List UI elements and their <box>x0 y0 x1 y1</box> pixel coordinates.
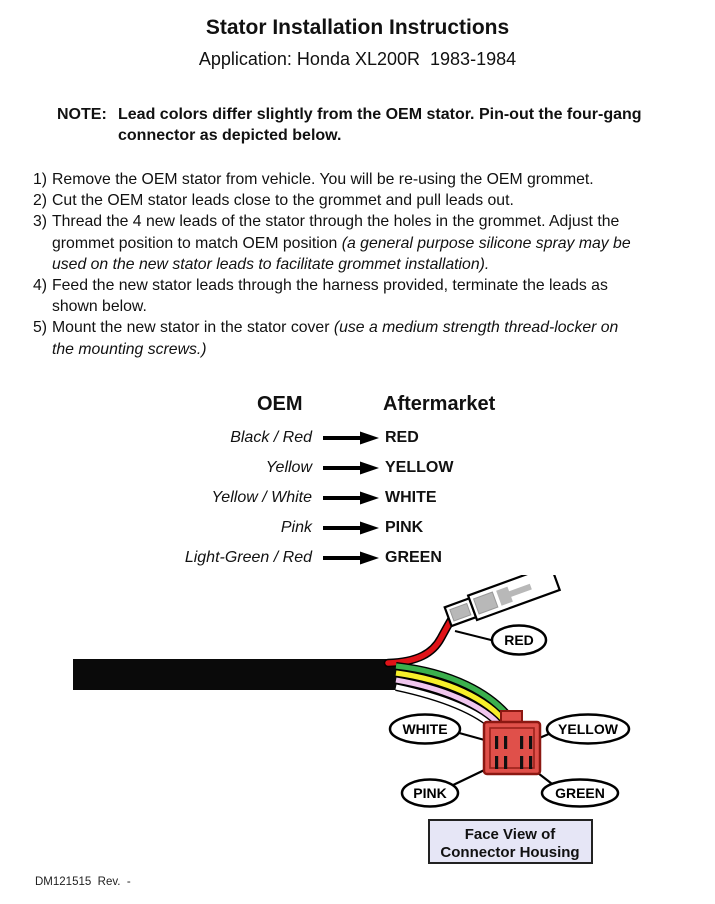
lead-color-mapping <box>0 393 715 578</box>
note-text <box>118 104 667 146</box>
harness-sheath <box>73 659 400 690</box>
bullet-terminal <box>444 575 560 629</box>
pin-white <box>495 736 498 749</box>
italic-text-segment: (use a medium strength thread-locker on <box>333 319 619 337</box>
note-label: NOTE: <box>57 106 107 123</box>
yellow-label: YELLOW <box>558 721 618 737</box>
step-text <box>52 213 631 272</box>
document-number: DM121515 Rev. - <box>35 876 131 888</box>
step-number: 2) <box>33 192 48 210</box>
pin-pink <box>504 756 507 769</box>
instruction-step <box>33 317 693 359</box>
aftermarket-lead-color: WHITE <box>385 489 437 506</box>
text-segment: Feed the new stator leads through the harness provided, terminate the leads as <box>52 277 608 295</box>
step-text <box>52 192 514 209</box>
mapping-row <box>0 543 715 573</box>
pin-yellow <box>520 736 523 749</box>
instruction-step <box>33 211 693 275</box>
mapping-row <box>0 513 715 543</box>
italic-text-segment: the mounting screws.) <box>52 340 207 358</box>
pin-yellow <box>529 736 532 749</box>
red-label: RED <box>504 632 534 648</box>
step-number: 5) <box>33 319 48 337</box>
aftermarket-lead-color: RED <box>385 429 419 446</box>
text-segment: Remove the OEM stator from vehicle. You will be re-using the OEM grommet. <box>52 171 594 188</box>
green-label: GREEN <box>555 785 605 801</box>
aftermarket-column-header: Aftermarket <box>383 393 496 415</box>
mapping-row <box>0 483 715 513</box>
text-segment: connector as depicted below. <box>118 127 342 144</box>
arrow-icon <box>322 490 380 506</box>
step-number: 3) <box>33 213 48 231</box>
caption-line-2: Connector Housing <box>440 844 580 861</box>
text-segment: Lead colors differ slightly from the OEM stator. Pin-out the four-gang <box>118 106 642 123</box>
pin-pink <box>495 756 498 769</box>
page-title: Stator Installation Instructions <box>205 16 510 39</box>
text-segment: shown below. <box>52 298 147 316</box>
text-segment: Mount the new stator in the stator cover <box>52 319 334 337</box>
oem-lead-color: Yellow / White <box>211 489 312 506</box>
aftermarket-lead-color: YELLOW <box>385 459 454 476</box>
note-block <box>57 104 667 146</box>
italic-text-segment: used on the new stator leads to facilitate grommet installation). <box>52 255 490 273</box>
oem-lead-color: Yellow <box>265 459 312 476</box>
instruction-step <box>33 275 693 317</box>
step-text <box>52 171 594 188</box>
red-leader-line <box>455 631 495 641</box>
arrow-icon <box>322 520 380 536</box>
wiring-diagram <box>0 575 715 875</box>
step-text <box>52 319 618 357</box>
instruction-step <box>33 190 693 211</box>
step-text <box>52 277 608 315</box>
text-segment: Cut the OEM stator leads close to the grommet and pull leads out. <box>52 192 514 210</box>
oem-column-header: OEM <box>257 393 303 415</box>
oem-lead-color: Black / Red <box>230 429 312 446</box>
application-line: Application: Honda XL200R 1983-1984 <box>198 49 517 69</box>
text-segment: Thread the 4 new leads of the stator through the holes in the grommet. Adjust the <box>52 213 620 231</box>
step-number: 1) <box>33 171 48 188</box>
pin-green <box>529 756 532 769</box>
instruction-steps <box>33 169 693 360</box>
oem-lead-color: Pink <box>280 519 312 536</box>
pin-green <box>520 756 523 769</box>
mapping-row <box>0 423 715 453</box>
pink-label: PINK <box>413 785 447 801</box>
italic-text-segment: (a general purpose silicone spray may be <box>341 234 631 252</box>
step-number: 4) <box>33 277 48 295</box>
instruction-step <box>33 169 693 190</box>
arrow-icon <box>322 550 380 566</box>
caption-line-1: Face View of <box>464 826 556 843</box>
mapping-rows <box>0 423 715 573</box>
text-segment: grommet position to match OEM position <box>52 234 342 252</box>
arrow-icon <box>322 460 380 476</box>
pin-white <box>504 736 507 749</box>
aftermarket-lead-color: GREEN <box>385 549 442 566</box>
arrow-icon <box>322 430 380 446</box>
mapping-row <box>0 453 715 483</box>
white-label: WHITE <box>402 721 448 737</box>
aftermarket-lead-color: PINK <box>385 519 424 536</box>
oem-lead-color: Light-Green / Red <box>184 549 312 566</box>
